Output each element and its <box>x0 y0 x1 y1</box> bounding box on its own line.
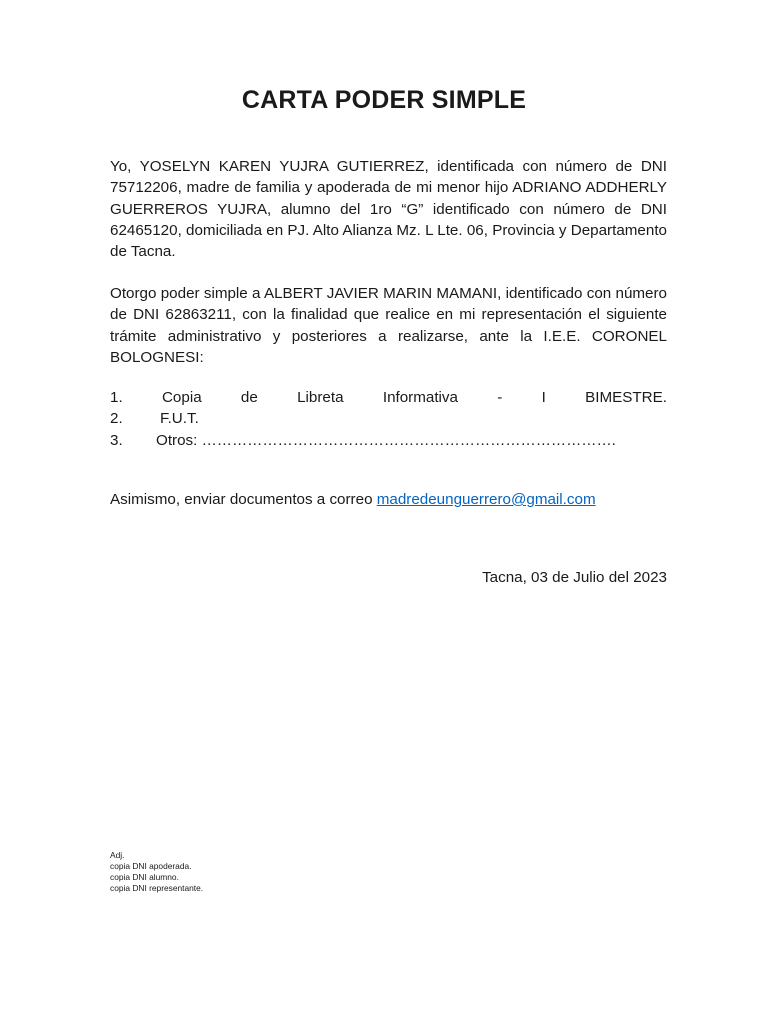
list-item-number: 2. <box>110 410 123 428</box>
document-title: CARTA PODER SIMPLE <box>241 86 527 114</box>
paragraph-grantor: Yo, YOSELYN KAREN YUJRA GUTIERREZ, identificada con número de DNI 75712206, madre de familia y apoderada de mi menor hijo ADRIANO ADDHERLY GUERREROS YUJRA, alumno del 1ro “G” identificado con número de DNI 62465120, domiciliada en PJ. Alto Alianza Mz. L Lte. 06, Provincia y Departamento de Tacna. <box>110 158 667 261</box>
list-item-number: 3. <box>110 431 123 449</box>
attachment-item: copia DNI representante. <box>110 883 204 893</box>
list-item-word: I <box>541 389 546 406</box>
list-item-word: Informativa <box>382 389 458 406</box>
list-item-word: - <box>497 389 503 406</box>
list-item-number: 1. <box>110 389 123 406</box>
list-item-word: Copia <box>161 389 202 406</box>
attachment-item: copia DNI apoderada. <box>110 861 192 871</box>
list-item-word: Libreta <box>297 389 344 406</box>
list-item <box>110 408 667 429</box>
list-item <box>110 430 667 451</box>
list-item-word: de <box>240 389 258 406</box>
email-request-text: Asimismo, enviar documentos a correo <box>110 491 377 508</box>
email-request-line <box>110 489 596 510</box>
list-item-text: F.U.T. <box>160 410 199 428</box>
list-item-word: BIMESTRE. <box>585 389 667 406</box>
list-item <box>110 387 667 408</box>
attachments-note <box>110 850 203 894</box>
procedure-list <box>110 387 667 451</box>
date-line: Tacna, 03 de Julio del 2023 <box>482 569 667 586</box>
attachments-header: Adj. <box>110 850 125 860</box>
email-link[interactable]: madredeunguerrero@gmail.com <box>376 491 596 508</box>
paragraph-grant: Otorgo poder simple a ALBERT JAVIER MARIN MAMANI, identificado con número de DNI 62863211, con la finalidad que realice en mi representación el siguiente trámite administrativo y posteriores a realizarse, ante la I.E.E. CORONEL BOLOGNESI: <box>110 285 667 366</box>
attachment-item: copia DNI alumno. <box>110 872 179 882</box>
list-item-text: Otros: ………………………………………………………………………. <box>156 431 616 449</box>
